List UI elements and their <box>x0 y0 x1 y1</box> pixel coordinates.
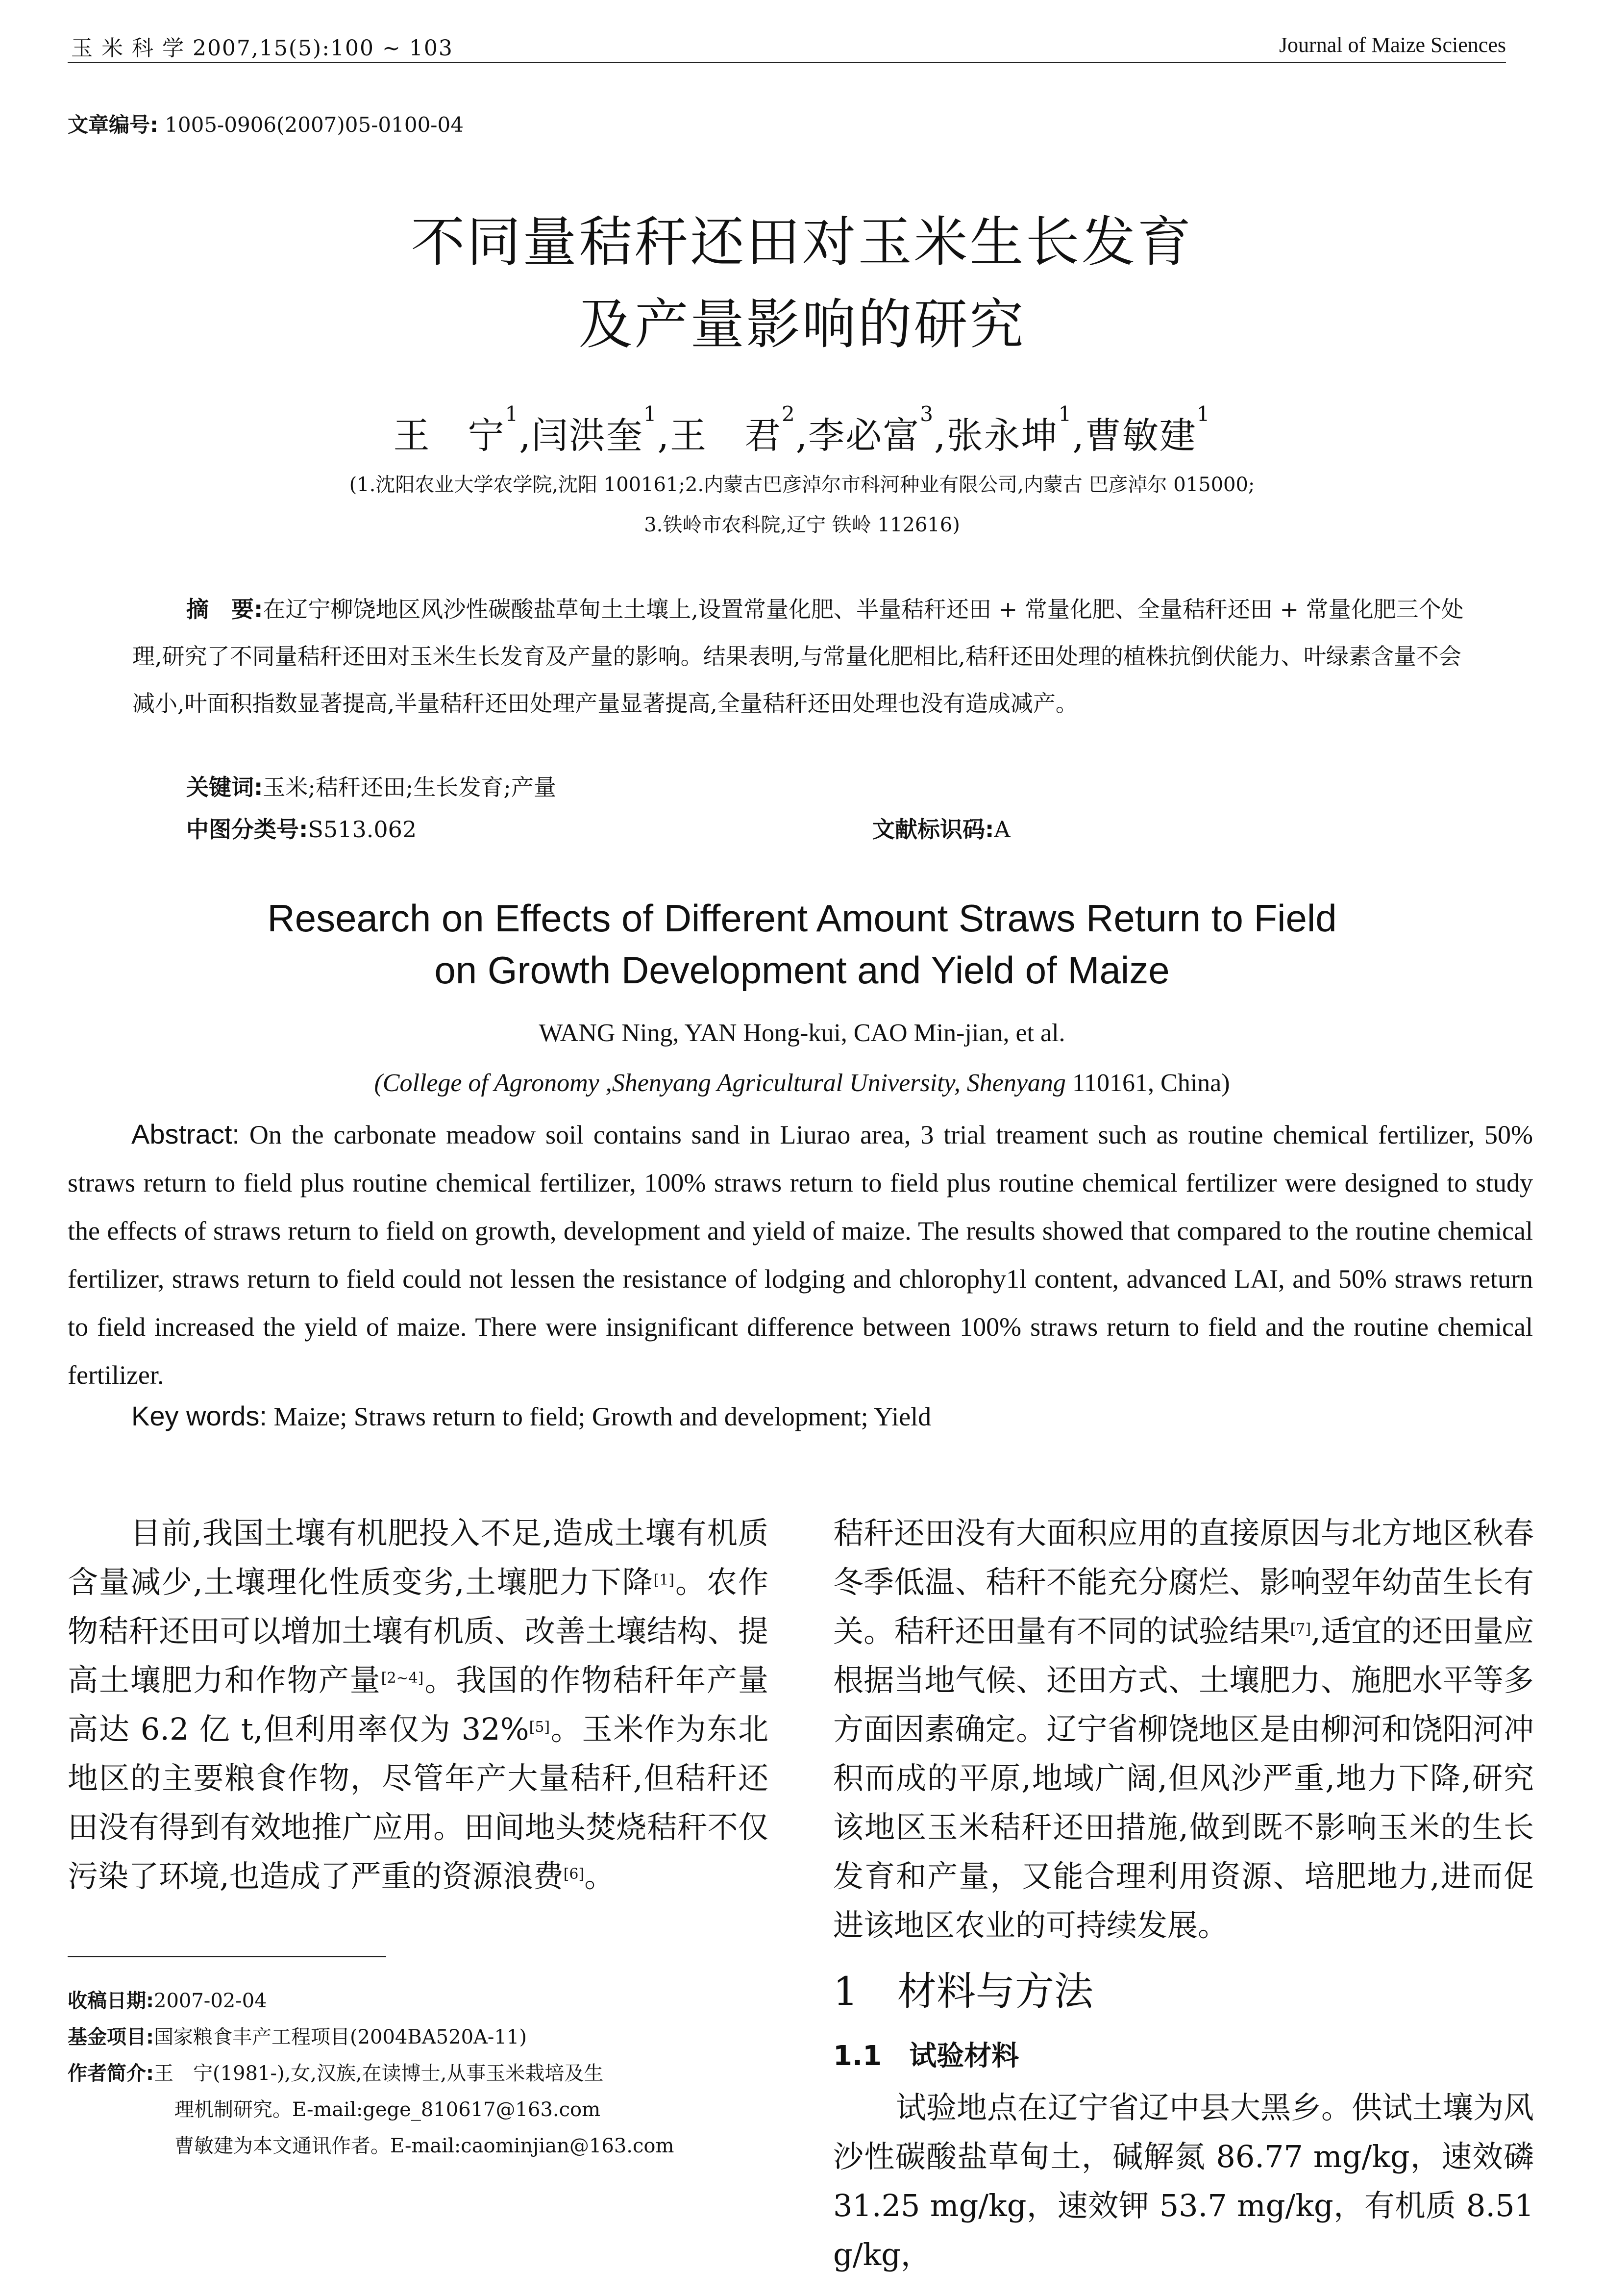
footnote-received <box>68 1983 674 2019</box>
keywords-en <box>131 1400 931 1432</box>
footnotes <box>68 1983 674 2164</box>
author-cn: 闫洪奎 <box>531 415 643 457</box>
keywords-cn-label: 关键词: <box>186 774 263 800</box>
doc-code-label: 文献标识码: <box>872 816 994 843</box>
keywords-cn-value: 玉米;秸秆还田;生长发育;产量 <box>263 774 556 800</box>
doc-code-value: A <box>994 816 1011 843</box>
footnote-rule <box>68 1956 386 1957</box>
authors-cn: 王 宁$^1$,闫洪奎$^1$,王 君$^2$,李必富$^3$,张永坤$^1$,曹敏建$^1$ <box>393 402 1211 457</box>
title-en-line1: Research on Effects of Different Amount Straws Return to Field <box>267 897 1337 940</box>
article-number-value: 1005-0906(2007)05-0100-04 <box>165 113 464 137</box>
running-header-journal-en: Journal of Maize Sciences <box>1279 33 1506 57</box>
title-cn <box>0 201 1604 366</box>
clc-label: 中图分类号: <box>186 816 308 843</box>
body-left-paragraph <box>68 1509 768 1901</box>
title-en <box>0 892 1604 996</box>
abstract-en-label: Abstract: <box>131 1119 240 1149</box>
section-heading-1: 1 材料与方法 <box>833 1969 1093 2014</box>
author-bio-line3: 曹敏建为本文通讯作者。E-mail:caominjian@163.com <box>174 2135 674 2157</box>
keywords-cn <box>186 770 556 802</box>
abstract-cn-text: 在辽宁柳饶地区风沙性碳酸盐草甸土土壤上,设置常量化肥、半量秸秆还田 + 常量化肥、全量秸秆还田 + 常量化肥三个处理,研究了不同量秸秆还田对玉米生长发育及产量的影响。结果表明,与常量化肥相比,秸秆还田处理的植株抗倒伏能力、叶绿素含量不会减小,叶面积指数显著提高,半量秸秆还田处理产量显著提高,全量秸秆还田处理也没有造成减产。 <box>132 596 1464 717</box>
clc-value: S513.062 <box>308 816 417 843</box>
authors-en: WANG Ning, YAN Hong-kui, CAO Min-jian, et al. <box>539 1019 1065 1047</box>
abstract-en <box>68 1110 1533 1399</box>
author-cn: 曹敏建 <box>1085 415 1197 457</box>
citation-ref: [1] <box>653 1572 674 1589</box>
document-code <box>872 812 1011 844</box>
affiliations-cn <box>0 465 1604 545</box>
affiliation-cn-line1: (1.沈阳农业大学农学院,沈阳 100161;2.内蒙古巴彦淖尔市科河种业有限公司,内蒙古 巴彦淖尔 015000; <box>349 474 1255 496</box>
section-heading-1-1: 1.1 试验材料 <box>833 2040 1019 2072</box>
body-text: 。玉米作为东北地区的主要粮食作物，尽管年产大量秸秆,但秸秆还田没有得到有效地推广应用。田间地头焚烧秸秆不仅污染了环境,也造成了严重的资源浪费 <box>68 1711 768 1894</box>
received-date: 2007-02-04 <box>154 1990 267 2012</box>
abstract-en-text: On the carbonate meadow soil contains sand in Liurao area, 3 trial treament such as routine chemical fertilizer, 50% straws return to field plus routine chemical fertilizer, 100% straws return to field plus routine chemical fertilizer were designed to study the effects of straws return to field on growth, development and yield of maize. The results showed that compared to the routine chemical fertilizer, straws return to field could not lessen the resistance of lodging and chlorophy1l content, advanced LAI, and 50% straws return to field increased the yield of maize. There were insignificant difference between 100% straws return to field and the routine chemical fertilizer. <box>68 1120 1533 1390</box>
keywords-en-value: Maize; Straws return to field; Growth and development; Yield <box>267 1402 932 1431</box>
citation-ref: [7] <box>1290 1621 1311 1638</box>
body-text: 。农作物秸秆还田可以增加土壤有机质、改善土壤结构、提高土壤肥力和作物产量 <box>68 1564 768 1698</box>
author-affil-mark: 3 <box>920 402 934 426</box>
footnote-fund <box>68 2019 674 2055</box>
body-text: ,适宜的还田量应根据当地气候、还田方式、土壤肥力、施肥水平等多方面因素确定。辽宁省柳饶地区是由柳河和饶阳河冲积而成的平原,地域广阔,但风沙严重,地力下降,研究该地区玉米秸秆还田措施,做到既不影响玉米的生长发育和产量，又能合理利用资源、培肥地力,进而促进该地区农业的可持续发展。 <box>833 1613 1534 1943</box>
header-rule <box>68 62 1506 63</box>
footnote-author <box>68 2055 674 2092</box>
received-label: 收稿日期: <box>68 1990 154 2012</box>
author-bio-line1: 王 宁(1981-),女,汉族,在读博士,从事玉米栽培及生 <box>154 2062 604 2085</box>
author-bio-line2: 理机制研究。E-mail:gege_810617@163.com <box>174 2098 601 2121</box>
article-number <box>68 109 464 138</box>
author-affil-mark: 1 <box>1196 402 1211 426</box>
body-text: 秸秆还田没有大面积应用的直接原因与北方地区秋春冬季低温、秸秆不能充分腐烂、影响翌年幼苗生长有关。秸秆还田量有不同的试验结果 <box>833 1515 1534 1649</box>
body-text: 。 <box>584 1858 615 1894</box>
author-cn: 王 宁 <box>393 415 505 457</box>
affiliation-en <box>0 1069 1604 1098</box>
fund-label: 基金项目: <box>68 2026 154 2048</box>
citation-ref: [5] <box>529 1719 550 1736</box>
author-cn: 张永坤 <box>946 415 1059 457</box>
citation-ref: [2~4] <box>381 1670 424 1687</box>
body-text: 。我国的作物秸秆年产量高达 6.2 亿 t,但利用率仅为 32% <box>68 1662 768 1747</box>
author-affil-mark: 1 <box>505 402 519 426</box>
author-affil-mark: 2 <box>782 402 796 426</box>
affiliation-cn-line2: 3.铁岭市农科院,辽宁 铁岭 112616) <box>644 514 960 536</box>
author-affil-mark: 1 <box>1058 402 1073 426</box>
title-en-line2: on Growth Development and Yield of Maize <box>434 948 1170 992</box>
affiliation-en-italic: (College of Agronomy ,Shenyang Agricultural University, Shenyang <box>374 1069 1066 1097</box>
author-affil-mark: 1 <box>643 402 658 426</box>
title-cn-line1: 不同量秸秆还田对玉米生长发育 <box>411 211 1193 274</box>
running-header-journal: 玉 米 科 学 2007,15(5):100 ~ 103 <box>71 36 453 61</box>
author-bio-label: 作者简介: <box>68 2062 154 2085</box>
body-right-paragraph-2: 试验地点在辽宁省辽中县大黑乡。供试土壤为风沙性碳酸盐草甸土，碱解氮 86.77 mg/kg，速效磷 31.25 mg/kg，速效钾 53.7 mg/kg，有机质 8.51 g/kg， <box>833 2090 1534 2272</box>
title-cn-line2: 及产量影响的研究 <box>578 293 1026 356</box>
citation-ref: [6] <box>563 1866 585 1883</box>
author-cn: 李必富 <box>808 415 920 457</box>
body-right-paragraph <box>833 1509 1534 1950</box>
fund-value: 国家粮食丰产工程项目(2004BA520A-11) <box>154 2026 527 2048</box>
abstract-cn-label: 摘 要: <box>186 596 263 623</box>
abstract-cn <box>132 586 1475 727</box>
keywords-en-label: Key words: <box>131 1400 267 1431</box>
affiliation-en-plain: 110161, China) <box>1065 1069 1230 1097</box>
body-text: 目前,我国土壤有机肥投入不足,造成土壤有机质含量减少,土壤理化性质变劣,土壤肥力下降 <box>68 1515 768 1600</box>
clc-number <box>186 812 417 844</box>
author-cn: 王 君 <box>670 415 782 457</box>
article-number-label: 文章编号: <box>68 113 158 137</box>
